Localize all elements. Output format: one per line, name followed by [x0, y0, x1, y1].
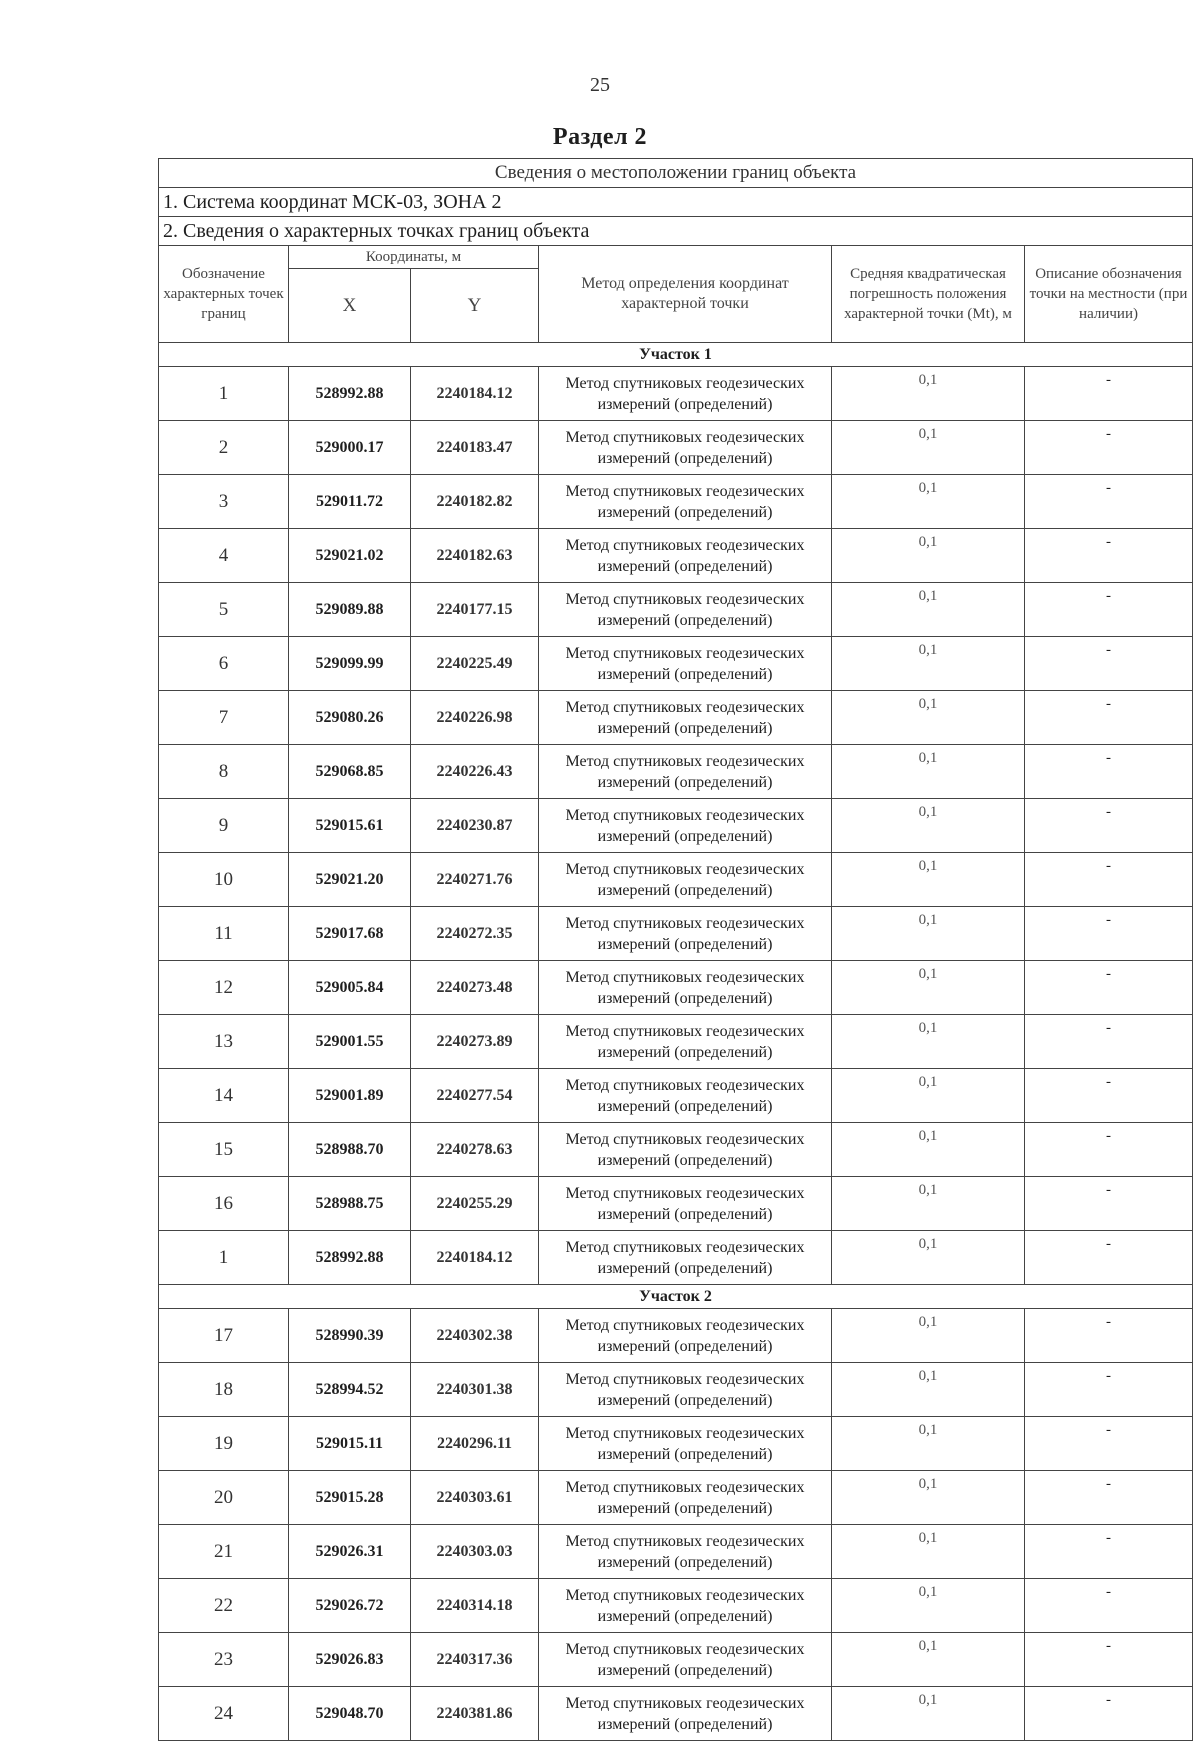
coordinate-y: 2240314.18 — [411, 1579, 539, 1633]
method-cell: Метод спутниковых геодезических измерений (определений) — [539, 961, 832, 1015]
header-point-designation: Обозначение характерных точек границ — [159, 246, 289, 343]
method-cell: Метод спутниковых геодезических измерений (определений) — [539, 691, 832, 745]
points-heading-row — [159, 217, 1193, 246]
method-cell: Метод спутниковых геодезических измерений (определений) — [539, 637, 832, 691]
description-cell: - — [1025, 1363, 1193, 1417]
point-number: 22 — [159, 1579, 289, 1633]
coordinate-x: 529048.70 — [289, 1687, 411, 1741]
coordinate-x: 529026.31 — [289, 1525, 411, 1579]
description-cell: - — [1025, 799, 1193, 853]
point-number: 10 — [159, 853, 289, 907]
coordinate-y: 2240255.29 — [411, 1177, 539, 1231]
error-cell: 0,1 — [832, 1015, 1025, 1069]
description-cell: - — [1025, 583, 1193, 637]
point-number: 24 — [159, 1687, 289, 1741]
header-description: Описание обозначения точки на местности (при наличии) — [1025, 246, 1193, 343]
coordinate-x: 528990.39 — [289, 1309, 411, 1363]
coordinate-y: 2240225.49 — [411, 637, 539, 691]
error-cell: 0,1 — [832, 1123, 1025, 1177]
coordinate-y: 2240230.87 — [411, 799, 539, 853]
point-number: 13 — [159, 1015, 289, 1069]
table-row — [159, 799, 1193, 853]
coordinate-x: 529015.11 — [289, 1417, 411, 1471]
method-cell: Метод спутниковых геодезических измерений (определений) — [539, 1417, 832, 1471]
description-cell: - — [1025, 961, 1193, 1015]
error-cell: 0,1 — [832, 1687, 1025, 1741]
error-cell: 0,1 — [832, 529, 1025, 583]
description-cell: - — [1025, 367, 1193, 421]
description-cell: - — [1025, 691, 1193, 745]
header-method: Метод определения координат характерной точки — [539, 246, 832, 343]
coordinate-y: 2240184.12 — [411, 1231, 539, 1285]
method-cell: Метод спутниковых геодезических измерений (определений) — [539, 1231, 832, 1285]
point-number: 8 — [159, 745, 289, 799]
method-cell: Метод спутниковых геодезических измерений (определений) — [539, 1687, 832, 1741]
description-cell: - — [1025, 745, 1193, 799]
coordinate-x: 529068.85 — [289, 745, 411, 799]
header-coordinates: Координаты, м — [289, 246, 539, 269]
error-cell: 0,1 — [832, 745, 1025, 799]
coordinate-system-row — [159, 188, 1193, 217]
coordinate-x: 529015.28 — [289, 1471, 411, 1525]
point-number: 18 — [159, 1363, 289, 1417]
method-cell: Метод спутниковых геодезических измерений (определений) — [539, 1525, 832, 1579]
table-row — [159, 475, 1193, 529]
method-cell: Метод спутниковых геодезических измерений (определений) — [539, 1309, 832, 1363]
description-cell: - — [1025, 1633, 1193, 1687]
table-row — [159, 1231, 1193, 1285]
points-heading: 2. Сведения о характерных точках границ объекта — [159, 217, 1193, 246]
error-cell: 0,1 — [832, 1471, 1025, 1525]
error-cell: 0,1 — [832, 367, 1025, 421]
method-cell: Метод спутниковых геодезических измерений (определений) — [539, 1579, 832, 1633]
error-cell: 0,1 — [832, 1579, 1025, 1633]
coordinate-y: 2240303.61 — [411, 1471, 539, 1525]
table-title: Сведения о местоположении границ объекта — [159, 159, 1193, 188]
error-cell: 0,1 — [832, 907, 1025, 961]
table-row — [159, 421, 1193, 475]
error-cell: 0,1 — [832, 1309, 1025, 1363]
coordinate-y: 2240177.15 — [411, 583, 539, 637]
description-cell: - — [1025, 1687, 1193, 1741]
section-title: Раздел 2 — [552, 124, 648, 150]
method-cell: Метод спутниковых геодезических измерений (определений) — [539, 475, 832, 529]
coordinate-y: 2240183.47 — [411, 421, 539, 475]
description-cell: - — [1025, 1015, 1193, 1069]
table-row — [159, 745, 1193, 799]
error-cell: 0,1 — [832, 691, 1025, 745]
table-row — [159, 853, 1193, 907]
point-number: 21 — [159, 1525, 289, 1579]
description-cell: - — [1025, 1069, 1193, 1123]
table-row — [159, 1633, 1193, 1687]
method-cell: Метод спутниковых геодезических измерений (определений) — [539, 529, 832, 583]
error-cell: 0,1 — [832, 1417, 1025, 1471]
point-number: 2 — [159, 421, 289, 475]
coordinate-x: 529021.02 — [289, 529, 411, 583]
description-cell: - — [1025, 1231, 1193, 1285]
coordinate-x: 529026.83 — [289, 1633, 411, 1687]
coordinate-x: 529099.99 — [289, 637, 411, 691]
coordinate-x: 529001.89 — [289, 1069, 411, 1123]
point-number: 1 — [159, 367, 289, 421]
method-cell: Метод спутниковых геодезических измерений (определений) — [539, 853, 832, 907]
coordinate-x: 529080.26 — [289, 691, 411, 745]
table-row — [159, 1015, 1193, 1069]
method-cell: Метод спутниковых геодезических измерений (определений) — [539, 1015, 832, 1069]
table-row — [159, 583, 1193, 637]
table-row — [159, 1177, 1193, 1231]
method-cell: Метод спутниковых геодезических измерений (определений) — [539, 367, 832, 421]
header-error: Средняя квадратическая погрешность положения характерной точки (Mt), м — [832, 246, 1025, 343]
method-cell: Метод спутниковых геодезических измерений (определений) — [539, 1363, 832, 1417]
column-header-row — [159, 246, 1193, 269]
coordinate-y: 2240182.63 — [411, 529, 539, 583]
method-cell: Метод спутниковых геодезических измерений (определений) — [539, 745, 832, 799]
coordinate-x: 528988.70 — [289, 1123, 411, 1177]
description-cell: - — [1025, 853, 1193, 907]
table-row — [159, 637, 1193, 691]
method-cell: Метод спутниковых геодезических измерений (определений) — [539, 1177, 832, 1231]
coordinate-x: 529021.20 — [289, 853, 411, 907]
error-cell: 0,1 — [832, 1069, 1025, 1123]
coordinate-x: 529015.61 — [289, 799, 411, 853]
table-row — [159, 691, 1193, 745]
table-row — [159, 907, 1193, 961]
parcel-header-row — [159, 343, 1193, 367]
coordinate-y: 2240302.38 — [411, 1309, 539, 1363]
method-cell: Метод спутниковых геодезических измерений (определений) — [539, 799, 832, 853]
coordinate-y: 2240272.35 — [411, 907, 539, 961]
description-cell: - — [1025, 1579, 1193, 1633]
point-number: 23 — [159, 1633, 289, 1687]
coordinate-x: 529089.88 — [289, 583, 411, 637]
error-cell: 0,1 — [832, 475, 1025, 529]
description-cell: - — [1025, 421, 1193, 475]
table-row — [159, 1069, 1193, 1123]
table-row — [159, 1363, 1193, 1417]
coordinate-y: 2240271.76 — [411, 853, 539, 907]
description-cell: - — [1025, 1123, 1193, 1177]
coordinate-y: 2240226.43 — [411, 745, 539, 799]
description-cell: - — [1025, 529, 1193, 583]
coordinate-y: 2240381.86 — [411, 1687, 539, 1741]
coordinate-y: 2240278.63 — [411, 1123, 539, 1177]
method-cell: Метод спутниковых геодезических измерений (определений) — [539, 583, 832, 637]
error-cell: 0,1 — [832, 1177, 1025, 1231]
table-title-row — [159, 159, 1193, 188]
coordinate-y: 2240303.03 — [411, 1525, 539, 1579]
coordinate-y: 2240301.38 — [411, 1363, 539, 1417]
point-number: 17 — [159, 1309, 289, 1363]
error-cell: 0,1 — [832, 1525, 1025, 1579]
error-cell: 0,1 — [832, 1633, 1025, 1687]
error-cell: 0,1 — [832, 799, 1025, 853]
description-cell: - — [1025, 907, 1193, 961]
page-number: 25 — [590, 74, 610, 96]
table-row — [159, 529, 1193, 583]
table-row — [159, 1579, 1193, 1633]
header-x: X — [289, 269, 411, 343]
parcel-name: Участок 1 — [159, 343, 1193, 367]
point-number: 16 — [159, 1177, 289, 1231]
coordinate-y: 2240296.11 — [411, 1417, 539, 1471]
coordinate-y: 2240184.12 — [411, 367, 539, 421]
description-cell: - — [1025, 1177, 1193, 1231]
coordinate-x: 528994.52 — [289, 1363, 411, 1417]
method-cell: Метод спутниковых геодезических измерений (определений) — [539, 1069, 832, 1123]
method-cell: Метод спутниковых геодезических измерений (определений) — [539, 421, 832, 475]
error-cell: 0,1 — [832, 853, 1025, 907]
coordinate-x: 529017.68 — [289, 907, 411, 961]
description-cell: - — [1025, 475, 1193, 529]
coordinate-x: 528992.88 — [289, 367, 411, 421]
table-row — [159, 961, 1193, 1015]
point-number: 1 — [159, 1231, 289, 1285]
coordinate-y: 2240226.98 — [411, 691, 539, 745]
point-number: 7 — [159, 691, 289, 745]
coordinate-x: 529005.84 — [289, 961, 411, 1015]
boundary-points-table — [158, 158, 1193, 1741]
point-number: 12 — [159, 961, 289, 1015]
coordinate-system: 1. Система координат МСК-03, ЗОНА 2 — [159, 188, 1193, 217]
coordinate-x: 529026.72 — [289, 1579, 411, 1633]
point-number: 3 — [159, 475, 289, 529]
error-cell: 0,1 — [832, 637, 1025, 691]
coordinate-x: 529000.17 — [289, 421, 411, 475]
parcel-header-row — [159, 1285, 1193, 1309]
method-cell: Метод спутниковых геодезических измерений (определений) — [539, 1471, 832, 1525]
method-cell: Метод спутниковых геодезических измерений (определений) — [539, 907, 832, 961]
description-cell: - — [1025, 637, 1193, 691]
error-cell: 0,1 — [832, 583, 1025, 637]
coordinate-x: 528988.75 — [289, 1177, 411, 1231]
coordinate-y: 2240273.89 — [411, 1015, 539, 1069]
error-cell: 0,1 — [832, 1363, 1025, 1417]
error-cell: 0,1 — [832, 961, 1025, 1015]
coordinate-x: 529001.55 — [289, 1015, 411, 1069]
point-number: 15 — [159, 1123, 289, 1177]
method-cell: Метод спутниковых геодезических измерений (определений) — [539, 1123, 832, 1177]
coordinate-x: 529011.72 — [289, 475, 411, 529]
table-row — [159, 1525, 1193, 1579]
table-row — [159, 1123, 1193, 1177]
description-cell: - — [1025, 1309, 1193, 1363]
method-cell: Метод спутниковых геодезических измерений (определений) — [539, 1633, 832, 1687]
coordinate-y: 2240182.82 — [411, 475, 539, 529]
point-number: 20 — [159, 1471, 289, 1525]
point-number: 4 — [159, 529, 289, 583]
coordinate-y: 2240317.36 — [411, 1633, 539, 1687]
description-cell: - — [1025, 1417, 1193, 1471]
header-y: Y — [411, 269, 539, 343]
description-cell: - — [1025, 1525, 1193, 1579]
point-number: 9 — [159, 799, 289, 853]
table-row — [159, 1309, 1193, 1363]
error-cell: 0,1 — [832, 421, 1025, 475]
table-row — [159, 367, 1193, 421]
point-number: 19 — [159, 1417, 289, 1471]
table-row — [159, 1687, 1193, 1741]
table-row — [159, 1471, 1193, 1525]
coordinate-x: 528992.88 — [289, 1231, 411, 1285]
point-number: 14 — [159, 1069, 289, 1123]
error-cell: 0,1 — [832, 1231, 1025, 1285]
parcel-name: Участок 2 — [159, 1285, 1193, 1309]
coordinate-y: 2240273.48 — [411, 961, 539, 1015]
point-number: 11 — [159, 907, 289, 961]
description-cell: - — [1025, 1471, 1193, 1525]
point-number: 6 — [159, 637, 289, 691]
table-row — [159, 1417, 1193, 1471]
coordinate-y: 2240277.54 — [411, 1069, 539, 1123]
point-number: 5 — [159, 583, 289, 637]
